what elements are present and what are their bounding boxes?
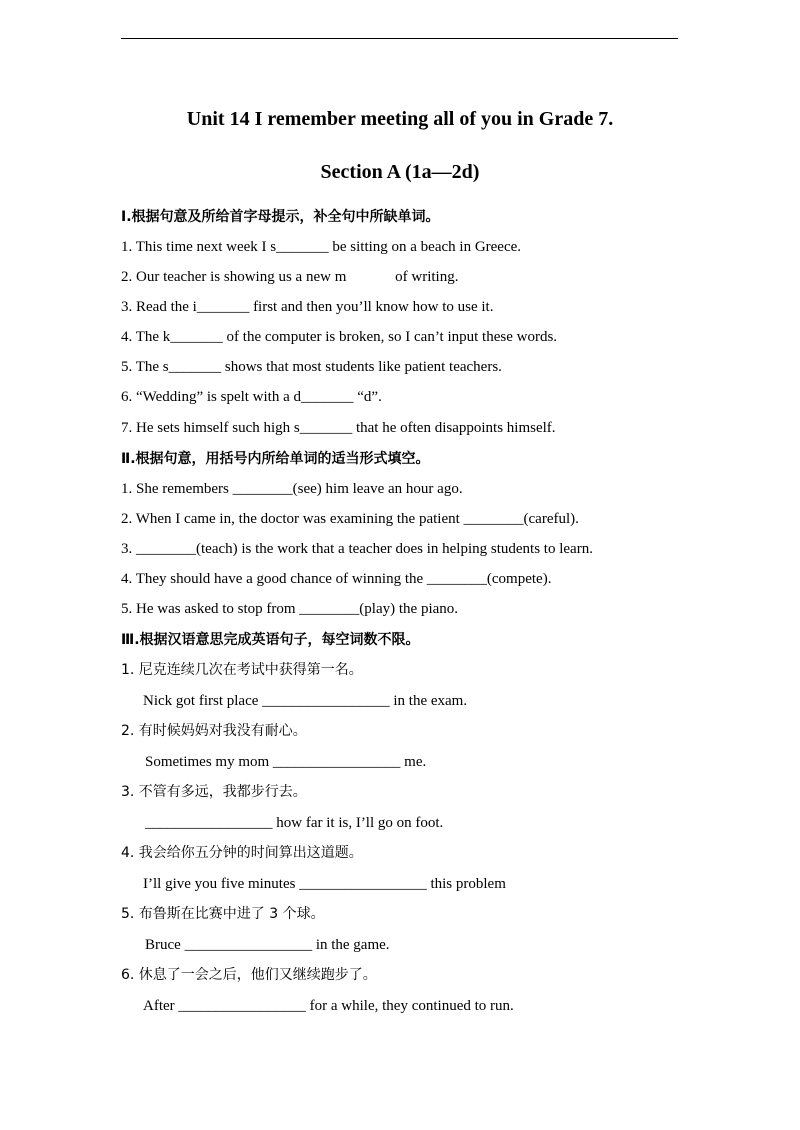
part2-item-5: 5. He was asked to stop from ________(play) the piano. [121, 601, 459, 617]
part1-item-5: 5. The s_______ shows that most students like patient teachers. [121, 359, 502, 375]
section-subtitle: Section A (1a—2d) [320, 161, 480, 183]
part1-item-2: 2. Our teacher is showing us a new m of writing. [121, 269, 459, 285]
part1-item-1: 1. This time next week I s_______ be sitting on a beach in Greece. [121, 239, 522, 255]
part3-item-2-cn: 2. 有时候妈妈对我没有耐心。 [121, 723, 307, 739]
part1-heading: Ⅰ.根据句意及所给首字母提示，补全句中所缺单词。 [121, 209, 440, 225]
part2-item-2: 2. When I came in, the doctor was examining the patient ________(careful). [121, 511, 579, 527]
part3-item-3-en: _________________ how far it is, I’ll go on foot. [145, 815, 444, 831]
page-title: Unit 14 I remember meeting all of you in Grade 7. [186, 108, 614, 130]
part1-item-3: 3. Read the i_______ first and then you’ll know how to use it. [121, 299, 494, 315]
part3-item-5-cn: 5. 布鲁斯在比赛中进了 3 个球。 [121, 906, 325, 922]
part2-item-1: 1. She remembers ________(see) him leave an hour ago. [121, 481, 463, 497]
part3-item-2-en: Sometimes my mom _________________ me. [145, 754, 427, 770]
part3-heading: Ⅲ.根据汉语意思完成英语句子，每空词数不限。 [121, 632, 420, 648]
part3-item-3-cn: 3. 不管有多远，我都步行去。 [121, 784, 307, 800]
part3-item-6-en: After _________________ for a while, they continued to run. [143, 998, 514, 1014]
part3-item-1-cn: 1. 尼克连续几次在考试中获得第一名。 [121, 662, 363, 678]
header-rule [121, 38, 678, 39]
part3-item-4-cn: 4. 我会给你五分钟的时间算出这道题。 [121, 845, 363, 861]
part2-item-3: 3. ________(teach) is the work that a teacher does in helping students to learn. [121, 541, 593, 557]
part1-item-4: 4. The k_______ of the computer is broken, so I can’t input these words. [121, 329, 558, 345]
part1-item-7: 7. He sets himself such high s_______ that he often disappoints himself. [121, 420, 556, 436]
part3-item-6-cn: 6. 休息了一会之后，他们又继续跑步了。 [121, 967, 377, 983]
part2-heading: Ⅱ.根据句意，用括号内所给单词的适当形式填空。 [121, 451, 430, 467]
part3-item-4-en: I’ll give you five minutes _________________ this problem [143, 876, 506, 892]
part3-item-1-en: Nick got first place _________________ in the exam. [143, 693, 468, 709]
part1-item-6: 6. “Wedding” is spelt with a d_______ “d”. [121, 389, 382, 405]
part3-item-5-en: Bruce _________________ in the game. [145, 937, 390, 953]
part2-item-4: 4. They should have a good chance of winning the ________(compete). [121, 571, 552, 587]
